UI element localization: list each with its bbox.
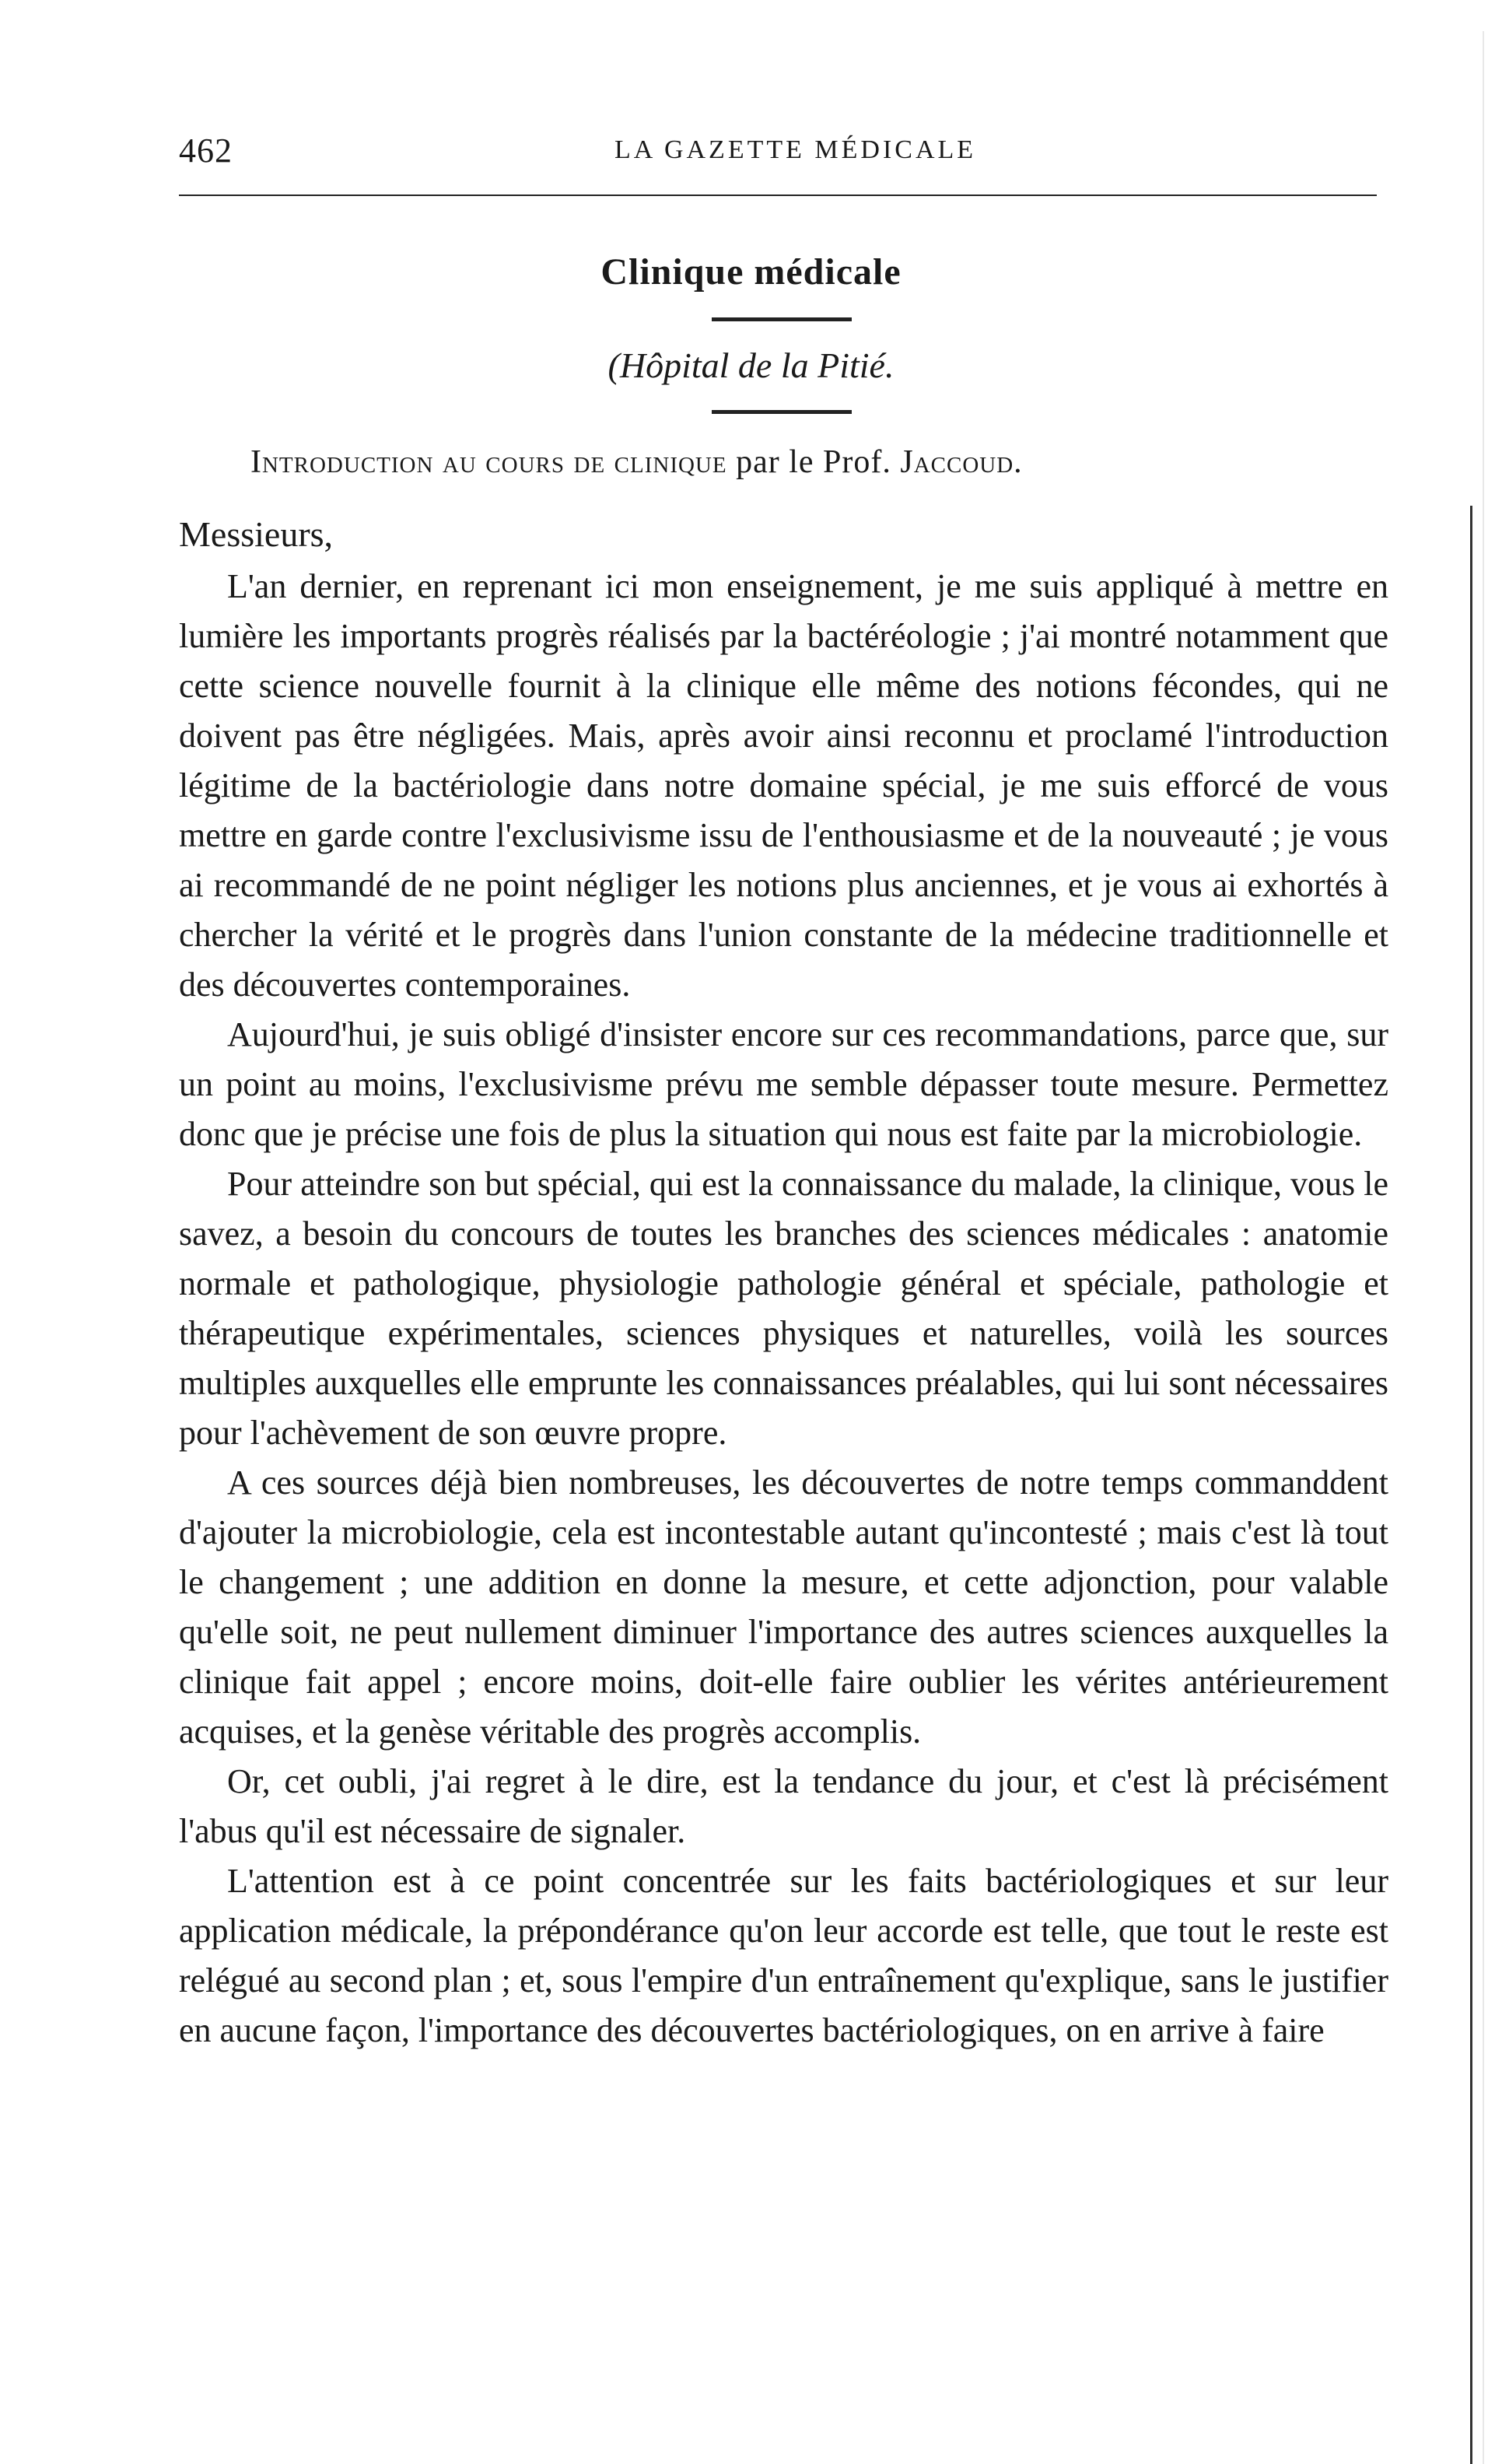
paragraph: L'attention est à ce point concentrée sur les faits bactériologiques et sur leur application médicale, la prépondérance qu'on leur accorde est telle, que tout le reste est relégué au second plan ; et, sous l'empire d'un entraînement qu'explique, sans le justifier en aucune façon, l'importance des découvertes bactériologiques, on en arrive à faire xyxy=(179,1862,1388,2049)
header-rule xyxy=(179,195,1377,196)
lecture-heading-author: Jaccoud. xyxy=(900,444,1023,480)
section-title: Clinique médicale xyxy=(600,251,902,293)
paragraph: A ces sources déjà bien nombreuses, les découvertes de notre temps commanddent d'ajouter la microbiologie, cela est incontestable autant qu'incontesté ; mais c'est là tout le changement ; une addition en donne la mesure, et cette adjonction, pour valable qu'elle soit, ne peut nullement diminuer l'importance des autres sciences auxquelles la clinique fait appel ; encore moins, doit-elle faire oublier les vérites antérieurement acquises, et la genèse véritable des progrès accomplis. xyxy=(179,1463,1388,1751)
running-head: LA GAZETTE MÉDICALE xyxy=(614,135,977,164)
article-body xyxy=(179,562,1388,2056)
lecture-heading-by: par le Prof. xyxy=(726,444,901,480)
lecture-heading xyxy=(250,443,1023,481)
section-subtitle: (Hôpital de la Pitié. xyxy=(607,345,895,385)
margin-rule xyxy=(1470,506,1472,2464)
paragraph: Aujourd'hui, je suis obligé d'insister encore sur ces recommandations, parce que, sur un point au moins, l'exclusivisme prévu me semble dépasser toute mesure. Permettez donc que je précise une fois de plus la situation qui nous est faite par la microbiologie. xyxy=(179,1015,1388,1153)
paragraph: L'an dernier, en reprenant ici mon enseignement, je me suis appliqué à mettre en lumière les importants progrès réalisés par la bactéréologie ; j'ai montré notamment que cette science nouvelle fournit à la clinique elle même des notions fécondes, qui ne doivent pas être négligées. Mais, après avoir ainsi reconnu et proclamé l'introduction légitime de la bactériologie dans notre domaine spécial, je me suis efforcé de vous mettre en garde contre l'exclusivisme issu de l'enthousiasme et de la nouveauté ; je vous ai recommandé de ne point négliger les notions plus anciennes, et je vous ai exhortés à chercher la vérité et le progrès dans l'union constante de la médecine traditionnelle et des découvertes contemporaines. xyxy=(179,567,1388,1004)
scan-edge-line xyxy=(1483,31,1484,2464)
paragraph: Pour atteindre son but spécial, qui est la connaissance du malade, la clinique, vous le savez, a besoin du concours de toutes les branches des sciences médicales : anatomie normale et pathologique, physiologie pathologie général et spéciale, pathologie et thérapeutique expérimentales, sciences physiques et naturelles, voilà les sources multiples auxquelles elle emprunte les connaissances préalables, qui lui sont nécessaires pour l'achèvement de son œuvre propre. xyxy=(179,1165,1388,1452)
page-number: 462 xyxy=(179,131,233,170)
salutation: Messieurs, xyxy=(179,514,334,554)
title-divider xyxy=(712,317,852,321)
subtitle-divider xyxy=(712,410,852,414)
lecture-heading-title: Introduction au cours de clinique xyxy=(250,444,727,480)
paragraph: Or, cet oubli, j'ai regret à le dire, est la tendance du jour, et c'est là précisément l'abus qu'il est nécessaire de signaler. xyxy=(179,1762,1388,1850)
